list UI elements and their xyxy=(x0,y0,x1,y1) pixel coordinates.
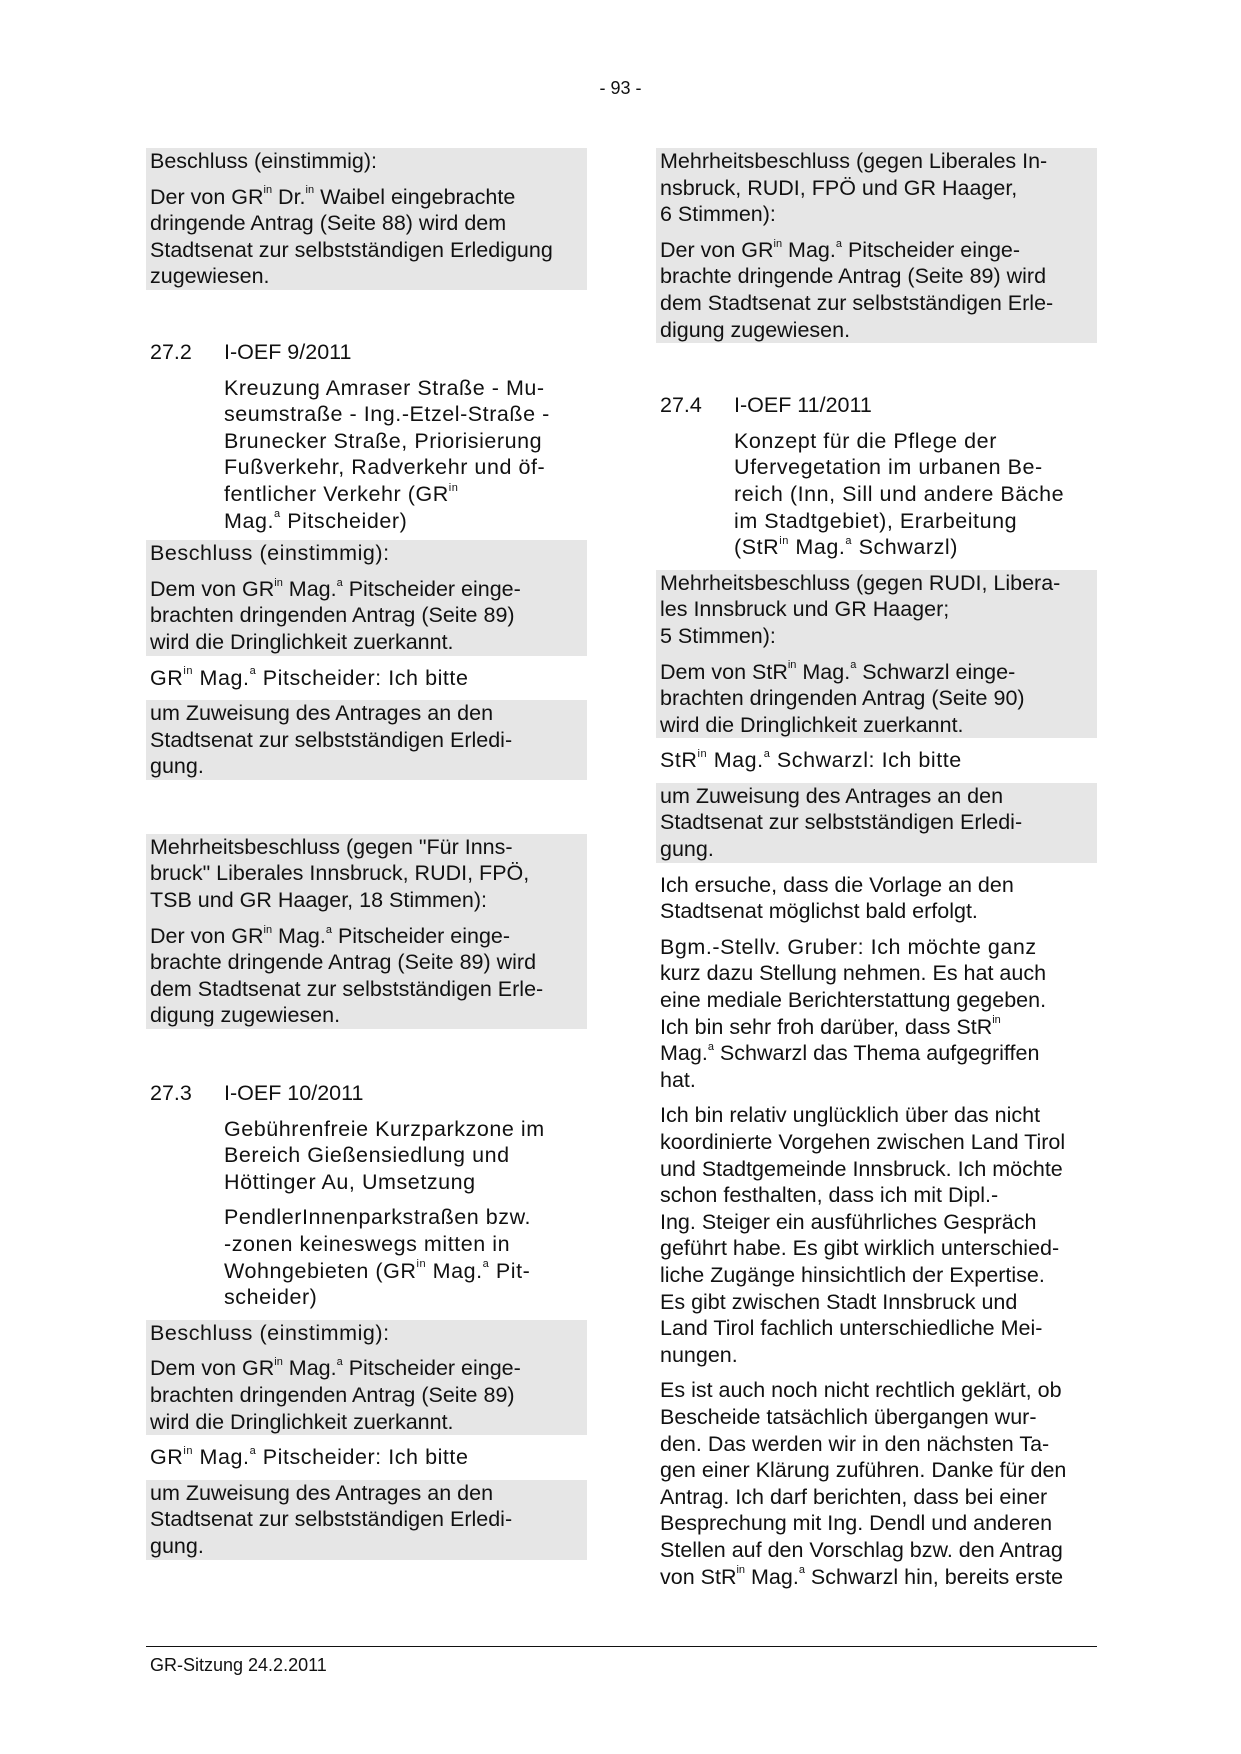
section-number: 27.2 xyxy=(150,339,192,364)
left-column xyxy=(146,148,587,1560)
section-heading-27-3 xyxy=(146,1080,587,1107)
request-text: um Zuweisung des Antrages an den Stadtsenat zur selbstständigen Erledi- gung. xyxy=(150,1480,513,1558)
decision-text: Der von $GR^{in}$ Dr.$^{in}$ Waibel eingebrachte dringende Antrag (Seite 88) wird dem Stadtsenat zur selbstständigen Erledigung zugewiesen. xyxy=(150,184,553,289)
decision-block-3 xyxy=(146,1320,587,1435)
decision-title: Beschluss (einstimmig): xyxy=(150,1320,390,1345)
page-number: - 93 - xyxy=(599,78,642,98)
majority-decision-3 xyxy=(656,570,1097,739)
section-code: I-OEF 9/2011 xyxy=(224,339,352,364)
speaker-statement: $GR^{in}$ Mag.$^a$ Pitscheider: Ich bitte xyxy=(150,1445,469,1470)
footer-text: GR-Sitzung 24.2.2011 xyxy=(150,1655,327,1675)
section-heading-27-4 xyxy=(656,392,1097,419)
decision-block-2 xyxy=(146,540,587,655)
request-text: um Zuweisung des Antrages an den Stadtsenat zur selbstständigen Erledi- gung. xyxy=(660,783,1023,862)
section-number: 27.4 xyxy=(660,393,702,418)
section-title: Kreuzung Amraser Straße - Mu- seumstraße - Ing.-Etzel-Straße - Brunecker Straße, Priorisierung Fußverkehr, Radverkehr und öf- fentlicher Verkehr ($GR^{in}$ Mag.$^a$ Pitscheider) xyxy=(224,375,550,533)
right-column xyxy=(656,148,1097,1590)
decision-text: Der von $GR^{in}$ Mag.$^a$ Pitscheider einge- brachte dringende Antrag (Seite 89) wird dem Stadtsenat zur selbstständigen Erle- digung zugewiesen. xyxy=(150,923,544,1028)
majority-decision-1 xyxy=(146,834,587,1029)
request-text: um Zuweisung des Antrages an den Stadtsenat zur selbstständigen Erledi- gung. xyxy=(150,701,513,779)
speaker-statement: StR$^{in}$ Mag.$^a$ Schwarzl: Ich bitte xyxy=(660,748,962,773)
section-code: I-OEF 10/2011 xyxy=(224,1081,364,1106)
decision-text: Der von $GR^{in}$ Mag.$^a$ Pitscheider einge- brachte dringende Antrag (Seite 89) wird dem Stadtsenat zur selbstständigen Erle- digung zugewiesen. xyxy=(660,237,1054,342)
section-title: Konzept für die Pflege der Ufervegetation im urbanen Be- reich (Inn, Sill und andere Bäche im Stadtgebiet), Erarbeitung (StR$^{in}$ Mag.$^a$ Schwarzl) xyxy=(734,428,1065,560)
decision-title: Beschluss (einstimmig): xyxy=(150,541,390,566)
assignment-request-3 xyxy=(656,783,1097,863)
section-number: 27.3 xyxy=(150,1081,192,1106)
decision-title: Mehrheitsbeschluss (gegen "Für Inns- bruck" Liberales Innsbruck, RUDI, FPÖ, TSB und GR Haager, 18 Stimmen): xyxy=(150,834,530,913)
decision-title: Mehrheitsbeschluss (gegen Liberales In- nsbruck, RUDI, FPÖ und GR Haager, 6 Stimmen): xyxy=(660,149,1048,227)
section-code: I-OEF 11/2011 xyxy=(734,393,872,418)
section-heading-27-2 xyxy=(146,339,587,366)
assignment-request-1 xyxy=(146,700,587,780)
paragraph-legal: Es ist auch noch nicht rechtlich geklärt, ob Bescheide tatsächlich übergangen wur- den. Das werden wir in den nächsten Ta- gen einer Klärung zuführen. Danke für den Antrag. Ich darf berichten, dass bei einer Besprechung mit Ing. Dendl und anderen Stellen auf den Vorschlag bzw. den Antrag von StR$^{in}$ Mag.$^a$ Schwarzl hin, bereits erste xyxy=(660,1378,1067,1589)
paragraph-statement-gruber: Bgm.-Stellv. Gruber: Ich möchte ganz kurz dazu Stellung nehmen. Es hat auch eine mediale Berichterstattung gegeben. Ich bin sehr froh darüber, dass StR$^{in}$ Mag.$^a$ Schwarzl das Thema aufgegriffen hat. xyxy=(660,934,1047,1092)
decision-text: Dem von StR$^{in}$ Mag.$^a$ Schwarzl einge- brachten dringenden Antrag (Seite 90) wird die Dringlichkeit zuerkannt. xyxy=(660,659,1025,737)
section-subtitle: PendlerInnenparkstraßen bzw. -zonen keineswegs mitten in Wohngebieten ($GR^{in}$ Mag.$^a$ Pit- scheider) xyxy=(224,1205,532,1310)
section-title: Gebührenfreie Kurzparkzone im Bereich Gießensiedlung und Höttinger Au, Umsetzung xyxy=(224,1116,545,1194)
majority-decision-2 xyxy=(656,148,1097,343)
assignment-request-2 xyxy=(146,1480,587,1560)
decision-text: Dem von $GR^{in}$ Mag.$^a$ Pitscheider einge- brachten dringenden Antrag (Seite 89) wird die Dringlichkeit zuerkannt. xyxy=(150,576,521,654)
decision-block-1 xyxy=(146,148,587,290)
paragraph-coordination: Ich bin relativ unglücklich über das nicht koordinierte Vorgehen zwischen Land Tirol und Stadtgemeinde Innsbruck. Ich möchte schon festhalten, dass ich mit Dipl.- Ing. Steiger ein ausführliches Gespräch geführt habe. Es gibt wirklich unterschied- liche Zugänge hinsichtlich der Expertise. Es gibt zwischen Stadt Innsbruck und Land Tirol fachlich unterschiedliche Mei- nungen. xyxy=(660,1103,1066,1367)
decision-title: Beschluss (einstimmig): xyxy=(150,149,377,173)
speaker-statement: $GR^{in}$ Mag.$^a$ Pitscheider: Ich bitte xyxy=(150,665,469,690)
footer-rule xyxy=(146,1646,1097,1647)
decision-title: Mehrheitsbeschluss (gegen RUDI, Libera- les Innsbruck und GR Haager; 5 Stimmen): xyxy=(660,570,1061,648)
decision-text: Dem von $GR^{in}$ Mag.$^a$ Pitscheider einge- brachten dringenden Antrag (Seite 89) wird die Dringlichkeit zuerkannt. xyxy=(150,1356,521,1434)
paragraph-request: Ich ersuche, dass die Vorlage an den Stadtsenat möglichst bald erfolgt. xyxy=(660,872,1014,924)
